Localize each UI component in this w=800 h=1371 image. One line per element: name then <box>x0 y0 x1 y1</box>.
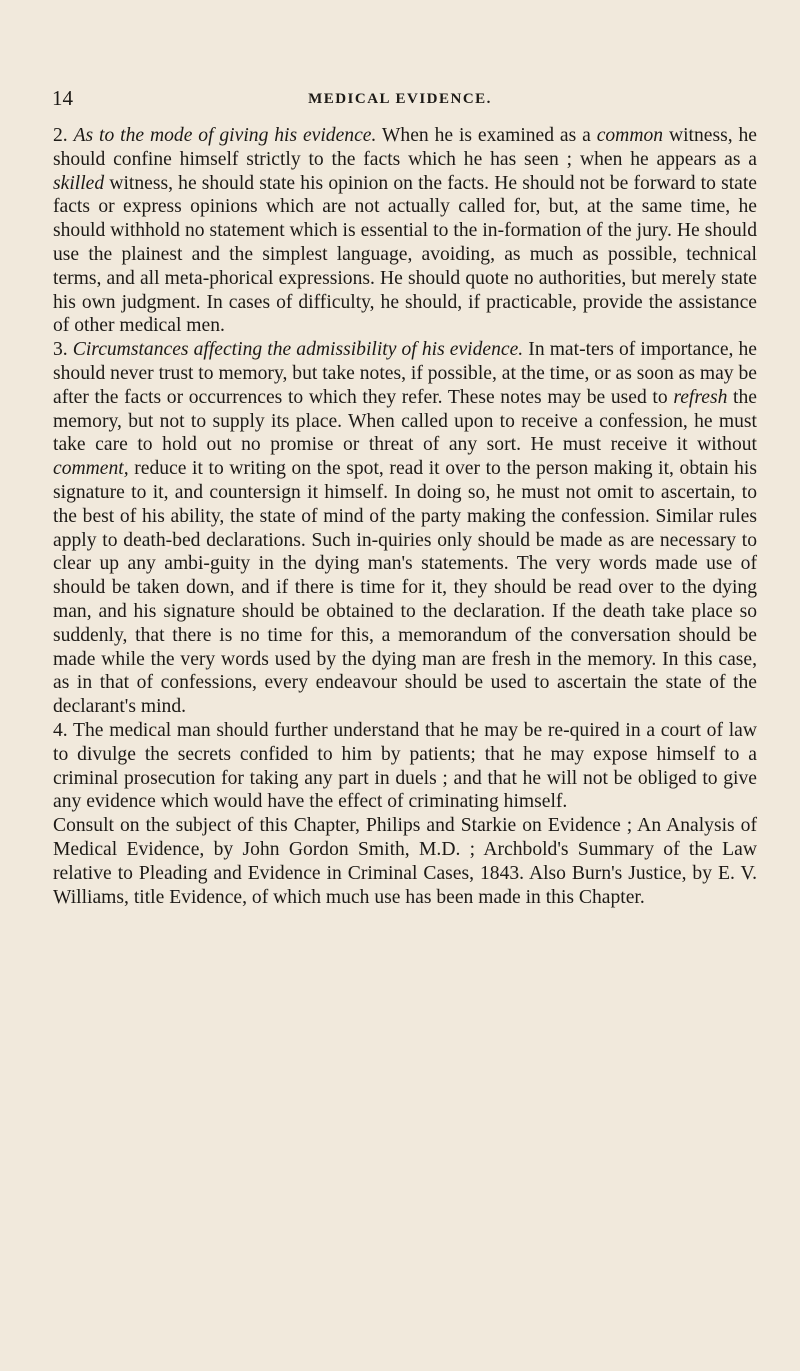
text-run: the memory, but not to supply its place. When called upon to receive a confession, he must take care to hold out no promise or threat of any sort. He must receive it without <box>53 386 757 456</box>
italic-run: As to the mode of giving his evidence. <box>73 125 377 146</box>
text-run: 3. <box>53 339 73 361</box>
text-run: When he is examined as a <box>376 125 597 146</box>
paragraph-mode-of-evidence <box>53 124 757 338</box>
text-run: reduce it to writing on the spot, read it over to the person making it, obtain his signature to it, and countersign it himself. In doing so, he must not omit to ascertain, to the best of his ability, the state of mind of the party making the confession. Similar rules apply to death-bed declarations. Such in-quiries only should be made as are necessary to clear up any ambi-guity in the dying man's statements. The very words made use of should be taken down, and if there is time for it, they should be read over to the dying man, and his signature should be obtained to the declaration. If the death take place so suddenly, that there is no time for this, a memorandum of the conversation should be made while the very words used by the dying man are fresh in the memory. In this case, as in that of confessions, every endeavour should be used to ascertain the state of the declarant's mind. <box>53 458 757 718</box>
page-number: 14 <box>52 86 73 110</box>
text-run: 4. The medical man should further understand that he may be re-quired in a court of law to divulge the secrets confided to him by patients; that he may expose himself to a criminal prosecution for taking any part in duels ; and that he will not be obliged to give any evidence which would have the effect of criminating himself. <box>53 719 757 813</box>
italic-run: skilled <box>53 172 105 194</box>
text-run: witness, he should confine himself strictly to the facts which he has seen ; when he appears as a <box>53 125 757 170</box>
page-header <box>0 86 800 110</box>
italic-run: refresh <box>673 386 728 408</box>
text-run: Consult on the subject of this Chapter, Philips and Starkie on Evidence ; An Analysis of Medical Evidence, by John Gordon Smith, M.D. ; Archbold's Summary of the Law relative to Pleading and Evidence in Criminal Cases, 1843. Also Burn's Justice, by E. V. Williams, title Evidence, of which much use has been made in this Chapter. <box>53 815 757 908</box>
text-run: witness, he should state his opinion on the facts. He should not be forward to state facts or express opinions which are not actually called for, but, at the same time, he should withhold no statement which is essential to the in-formation of the jury. He should use the plainest and the simplest language, avoiding, as much as possible, technical terms, and all meta-phorical expressions. He should quote no authorities, but merely state his own judgment. In cases of difficulty, he should, if practicable, provide the assistance of other medical men. <box>53 172 757 337</box>
text-run: In mat-ters of importance, he should never trust to memory, but take notes, if possible, at the time, or as soon as may be after the facts or occurrences to which they refer. These notes may be used to <box>53 339 757 408</box>
italic-run: comment, <box>53 458 129 480</box>
italic-run: common <box>596 125 664 146</box>
italic-run: Circumstances affecting the admissibility of his evidence. <box>72 339 524 361</box>
running-head: MEDICAL EVIDENCE. <box>308 91 492 107</box>
paragraph-admissibility <box>53 338 757 719</box>
text-run: 2. <box>53 125 74 146</box>
paragraph-secrets <box>53 719 757 814</box>
paragraph-references <box>53 814 757 909</box>
body-text <box>53 124 757 909</box>
